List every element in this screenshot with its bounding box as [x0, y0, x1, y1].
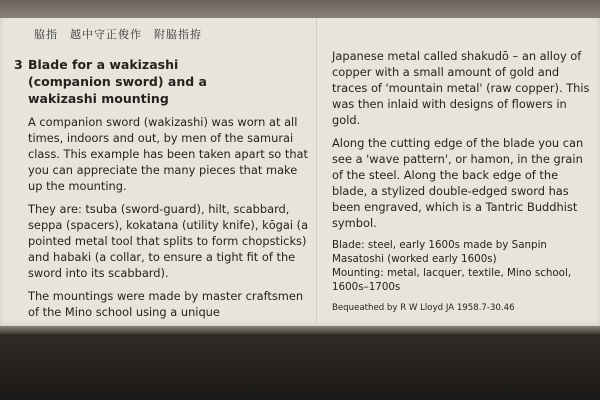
column-divider — [316, 18, 317, 328]
left-column — [14, 26, 310, 327]
paragraph-parts: They are: tsuba (sword-guard), hilt, scabbard, seppa (spacers), kokatana (utility knife), kōgai (a pointed metal tool that splits to form chopsticks) and habaki (a collar, to ensure a tight fit of the sword into its scabbard). — [28, 202, 309, 280]
object-number: 3 — [14, 57, 23, 72]
paragraph-hamon: Along the cutting edge of the blade you can see a 'wave pattern', or hamon, in the grain of the steel. Along the back edge of the blade, a stylized double-edged sword has been engraved, which is a Tantric Buddhist symbol. — [332, 136, 584, 230]
right-column — [332, 48, 594, 314]
paragraph-intro: A companion sword (wakizashi) was worn at all times, indoors and out, by men of the samurai class. This example has been taken apart so that you can appreciate the many pieces that make up the mounting. — [28, 115, 309, 193]
paragraph-shakudo: Japanese metal called shakudō – an alloy of copper with a small amount of gold and traces of 'mountain metal' (raw copper). This was then inlaid with designs of flowers in gold. — [332, 49, 590, 127]
panel-bottom-edge — [0, 326, 600, 334]
blade-credit: Blade: steel, early 1600s made by Sanpin Masatoshi (worked early 1600s) — [332, 239, 547, 265]
credit-lines — [332, 238, 594, 294]
japanese-title: 脇指 越中守正俊作 附脇指拵 — [34, 28, 202, 41]
mounting-credit: Mounting: metal, lacquer, textile, Mino school, 1600s–1700s — [332, 267, 572, 293]
object-title: Blade for a wakizashi (companion sword) and a wakizashi mounting — [28, 57, 207, 106]
bequest-line: Bequeathed by R W Lloyd JA 1958.7-30.46 — [332, 303, 515, 313]
display-ledge — [0, 334, 600, 400]
object-heading — [14, 56, 310, 107]
paragraph-craftsmen: The mountings were made by master craftsmen of the Mino school using a unique — [28, 289, 304, 319]
